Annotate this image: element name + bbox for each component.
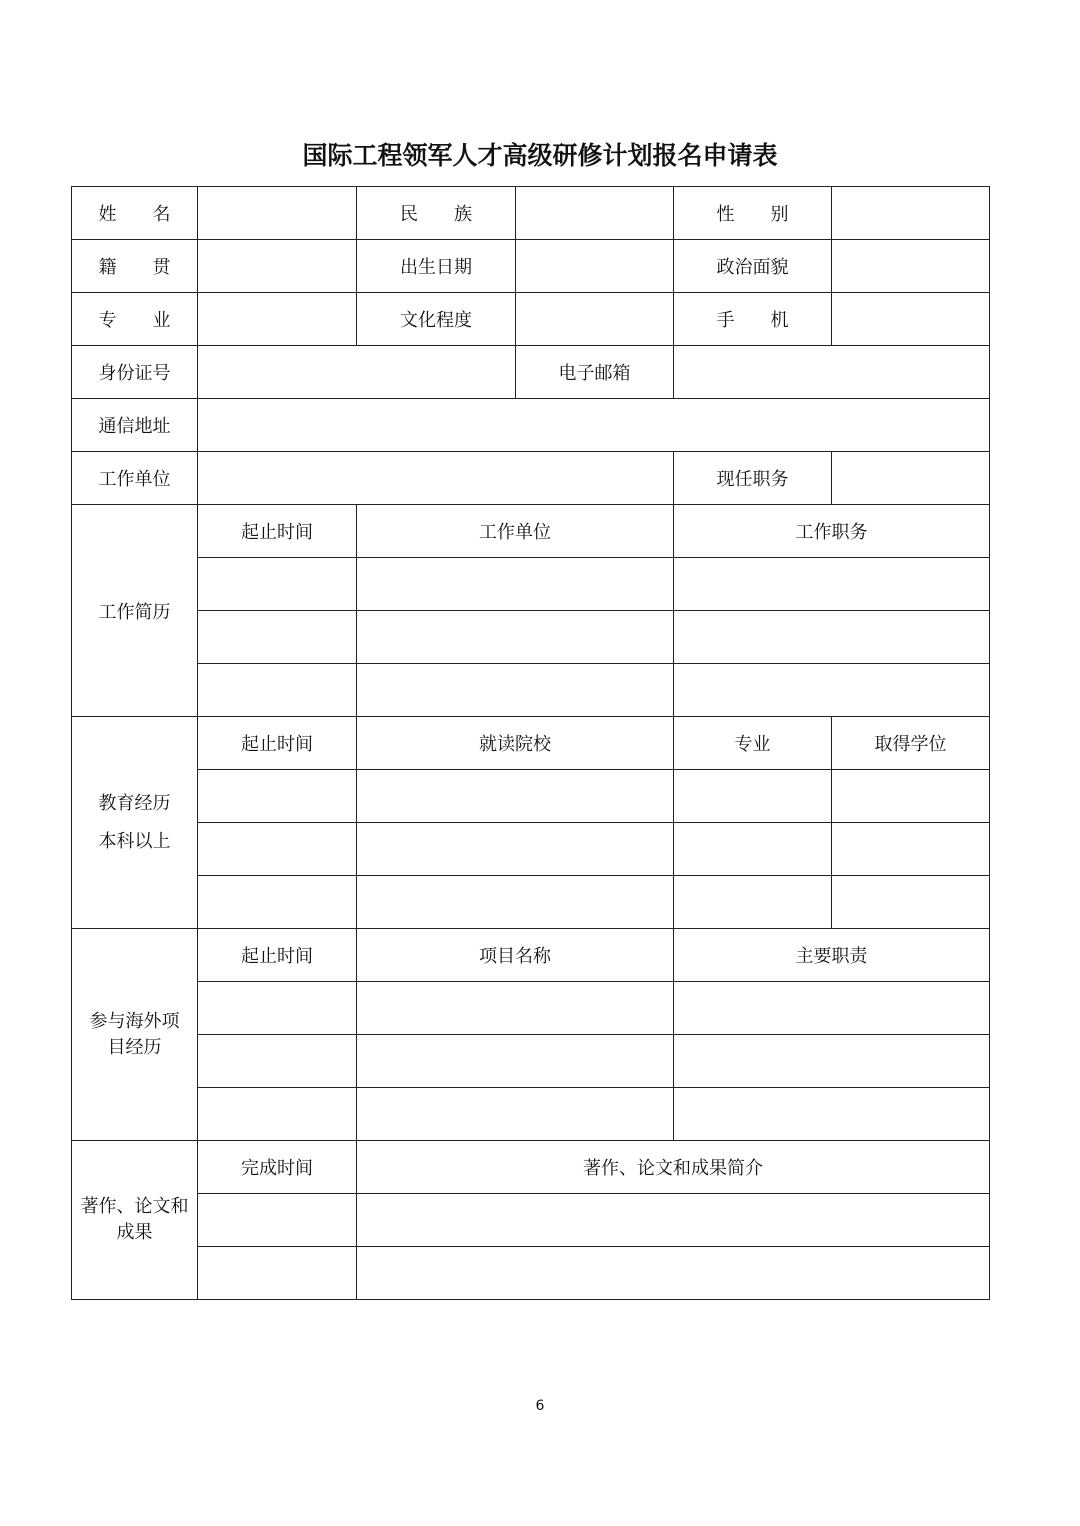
- overseas-row: [72, 982, 990, 1035]
- overseas-row: [72, 1035, 990, 1088]
- label-email: 电子邮箱: [516, 346, 674, 399]
- field-work-period[interactable]: [198, 611, 357, 664]
- field-overseas-period[interactable]: [198, 1035, 357, 1088]
- label-political-status: 政治面貌: [674, 240, 832, 293]
- field-edu-period[interactable]: [198, 823, 357, 876]
- label-name: 姓 名: [72, 187, 198, 240]
- header-pub-time: 完成时间: [198, 1141, 357, 1194]
- publications-row: [72, 1247, 990, 1300]
- work-history-header-row: [72, 505, 990, 558]
- field-edu-school[interactable]: [357, 823, 674, 876]
- label-native-place: 籍 贯: [72, 240, 198, 293]
- field-overseas-project[interactable]: [357, 1088, 674, 1141]
- field-work-position[interactable]: [674, 611, 990, 664]
- row-major: [72, 293, 990, 346]
- label-overseas: [72, 929, 198, 1141]
- label-publications: [72, 1141, 198, 1300]
- label-publications-line2: 成果: [116, 1222, 153, 1243]
- label-major: 专 业: [72, 293, 198, 346]
- publications-header-row: [72, 1141, 990, 1194]
- field-work-period[interactable]: [198, 664, 357, 717]
- field-overseas-duty[interactable]: [674, 1088, 990, 1141]
- header-work-period: 起止时间: [198, 505, 357, 558]
- field-edu-degree[interactable]: [832, 770, 990, 823]
- field-edu-period[interactable]: [198, 876, 357, 929]
- label-ethnicity: 民 族: [357, 187, 516, 240]
- field-work-position[interactable]: [674, 558, 990, 611]
- work-history-row: [72, 611, 990, 664]
- header-edu-degree: 取得学位: [832, 717, 990, 770]
- field-pub-summary[interactable]: [357, 1247, 990, 1300]
- work-history-row: [72, 664, 990, 717]
- label-current-position: 现任职务: [674, 452, 832, 505]
- field-edu-major[interactable]: [674, 876, 832, 929]
- field-gender[interactable]: [832, 187, 990, 240]
- field-native-place[interactable]: [198, 240, 357, 293]
- header-overseas-period: 起止时间: [198, 929, 357, 982]
- field-address[interactable]: [198, 399, 990, 452]
- field-ethnicity[interactable]: [516, 187, 674, 240]
- header-work-position: 工作职务: [674, 505, 990, 558]
- page-title: 国际工程领军人才高级研修计划报名申请表: [302, 141, 778, 170]
- field-work-unit[interactable]: [198, 452, 674, 505]
- field-mobile[interactable]: [832, 293, 990, 346]
- label-publications-line1: 著作、论文和: [80, 1196, 189, 1217]
- field-overseas-period[interactable]: [198, 982, 357, 1035]
- label-overseas-line2: 目经历: [107, 1036, 162, 1058]
- field-edu-school[interactable]: [357, 770, 674, 823]
- field-name[interactable]: [198, 187, 357, 240]
- header-edu-major: 专业: [674, 717, 832, 770]
- label-education-line1: 教育经历: [98, 792, 171, 814]
- field-work-period[interactable]: [198, 558, 357, 611]
- field-overseas-project[interactable]: [357, 982, 674, 1035]
- application-form-table: [71, 186, 990, 1300]
- field-birth-date[interactable]: [516, 240, 674, 293]
- field-id-number[interactable]: [198, 346, 516, 399]
- label-overseas-line1: 参与海外项: [89, 1010, 180, 1032]
- label-id-number: 身份证号: [72, 346, 198, 399]
- field-edu-degree[interactable]: [832, 823, 990, 876]
- row-id-number: [72, 346, 990, 399]
- field-pub-time[interactable]: [198, 1194, 357, 1247]
- row-work-unit: [72, 452, 990, 505]
- field-overseas-period[interactable]: [198, 1088, 357, 1141]
- field-edu-period[interactable]: [198, 770, 357, 823]
- header-pub-summary: 著作、论文和成果简介: [357, 1141, 990, 1194]
- field-education-level[interactable]: [516, 293, 674, 346]
- label-work-unit: 工作单位: [72, 452, 198, 505]
- field-edu-major[interactable]: [674, 823, 832, 876]
- label-work-history: 工作简历: [72, 505, 198, 717]
- field-edu-school[interactable]: [357, 876, 674, 929]
- field-overseas-project[interactable]: [357, 1035, 674, 1088]
- field-pub-time[interactable]: [198, 1247, 357, 1300]
- header-overseas-project: 项目名称: [357, 929, 674, 982]
- header-overseas-duty: 主要职责: [674, 929, 990, 982]
- field-email[interactable]: [674, 346, 990, 399]
- row-address: [72, 399, 990, 452]
- publications-row: [72, 1194, 990, 1247]
- page-number: 6: [535, 1398, 545, 1414]
- label-education-line2: 本科以上: [98, 830, 171, 852]
- label-birth-date: 出生日期: [357, 240, 516, 293]
- field-major[interactable]: [198, 293, 357, 346]
- field-work-position[interactable]: [674, 664, 990, 717]
- field-work-unit-entry[interactable]: [357, 611, 674, 664]
- header-edu-period: 起止时间: [198, 717, 357, 770]
- label-gender: 性 别: [674, 187, 832, 240]
- field-edu-major[interactable]: [674, 770, 832, 823]
- header-work-unit: 工作单位: [357, 505, 674, 558]
- work-history-row: [72, 558, 990, 611]
- field-current-position[interactable]: [832, 452, 990, 505]
- education-row: [72, 770, 990, 823]
- label-mobile: 手 机: [674, 293, 832, 346]
- field-political-status[interactable]: [832, 240, 990, 293]
- label-education: [72, 717, 198, 929]
- field-pub-summary[interactable]: [357, 1194, 990, 1247]
- field-work-unit-entry[interactable]: [357, 664, 674, 717]
- label-address: 通信地址: [72, 399, 198, 452]
- field-work-unit-entry[interactable]: [357, 558, 674, 611]
- field-overseas-duty[interactable]: [674, 982, 990, 1035]
- row-name: [72, 187, 990, 240]
- education-header-row: [72, 717, 990, 770]
- field-overseas-duty[interactable]: [674, 1035, 990, 1088]
- overseas-header-row: [72, 929, 990, 982]
- row-native-place: [72, 240, 990, 293]
- header-edu-school: 就读院校: [357, 717, 674, 770]
- education-row: [72, 823, 990, 876]
- overseas-row: [72, 1088, 990, 1141]
- education-row: [72, 876, 990, 929]
- field-edu-degree[interactable]: [832, 876, 990, 929]
- label-education-level: 文化程度: [357, 293, 516, 346]
